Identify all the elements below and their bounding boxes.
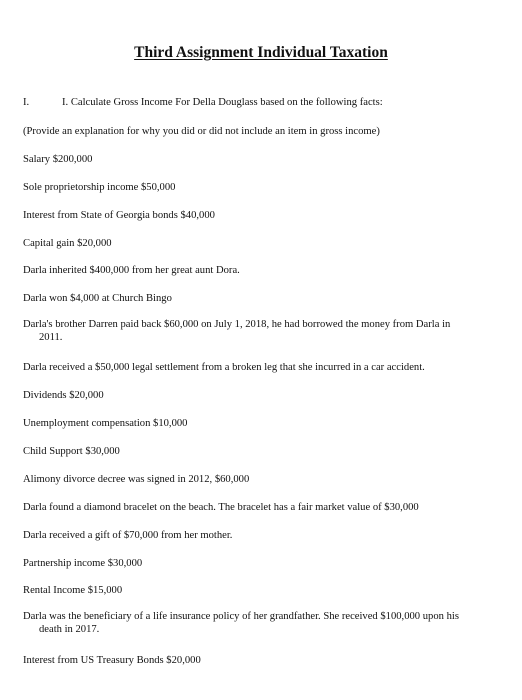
fact-capital-gain: Capital gain $20,000 xyxy=(23,238,112,249)
fact-salary: Salary $200,000 xyxy=(23,154,93,165)
fact-rental: Rental Income $15,000 xyxy=(23,585,123,596)
fact-life-insurance-line1: Darla was the beneficiary of a life insurance policy of her grandfather. She received $100,000 upon his xyxy=(23,611,459,622)
fact-loan-repayment-line2: 2011. xyxy=(39,332,63,343)
fact-loan-repayment-line1: Darla's brother Darren paid back $60,000 on July 1, 2018, he had borrowed the money from Darla in xyxy=(23,319,451,330)
fact-gift: Darla received a gift of $70,000 from her mother. xyxy=(23,530,233,541)
section-heading: I. Calculate Gross Income For Della Douglass based on the following facts: xyxy=(62,97,383,108)
fact-alimony: Alimony divorce decree was signed in 2012, $60,000 xyxy=(23,474,250,485)
fact-treasury-bonds: Interest from US Treasury Bonds $20,000 xyxy=(23,655,201,666)
fact-diamond-bracelet: Darla found a diamond bracelet on the beach. The bracelet has a fair market value of $30,000 xyxy=(23,502,419,513)
fact-partnership: Partnership income $30,000 xyxy=(23,558,143,569)
fact-legal-settlement: Darla received a $50,000 legal settlement from a broken leg that she incurred in a car accident. xyxy=(23,362,425,373)
fact-loan-repayment xyxy=(23,318,493,344)
fact-life-insurance xyxy=(23,610,493,636)
section-numeral: I. xyxy=(23,97,30,108)
fact-inheritance: Darla inherited $400,000 from her great aunt Dora. xyxy=(23,265,240,276)
fact-dividends: Dividends $20,000 xyxy=(23,390,104,401)
fact-georgia-bonds: Interest from State of Georgia bonds $40,000 xyxy=(23,210,215,221)
document-title: Third Assignment Individual Taxation xyxy=(134,44,388,61)
fact-child-support: Child Support $30,000 xyxy=(23,446,120,457)
instruction-text: (Provide an explanation for why you did or did not include an item in gross income) xyxy=(23,126,380,137)
fact-bingo: Darla won $4,000 at Church Bingo xyxy=(23,293,172,304)
fact-life-insurance-line2: death in 2017. xyxy=(39,624,100,635)
fact-sole-proprietorship: Sole proprietorship income $50,000 xyxy=(23,182,176,193)
fact-unemployment: Unemployment compensation $10,000 xyxy=(23,418,188,429)
